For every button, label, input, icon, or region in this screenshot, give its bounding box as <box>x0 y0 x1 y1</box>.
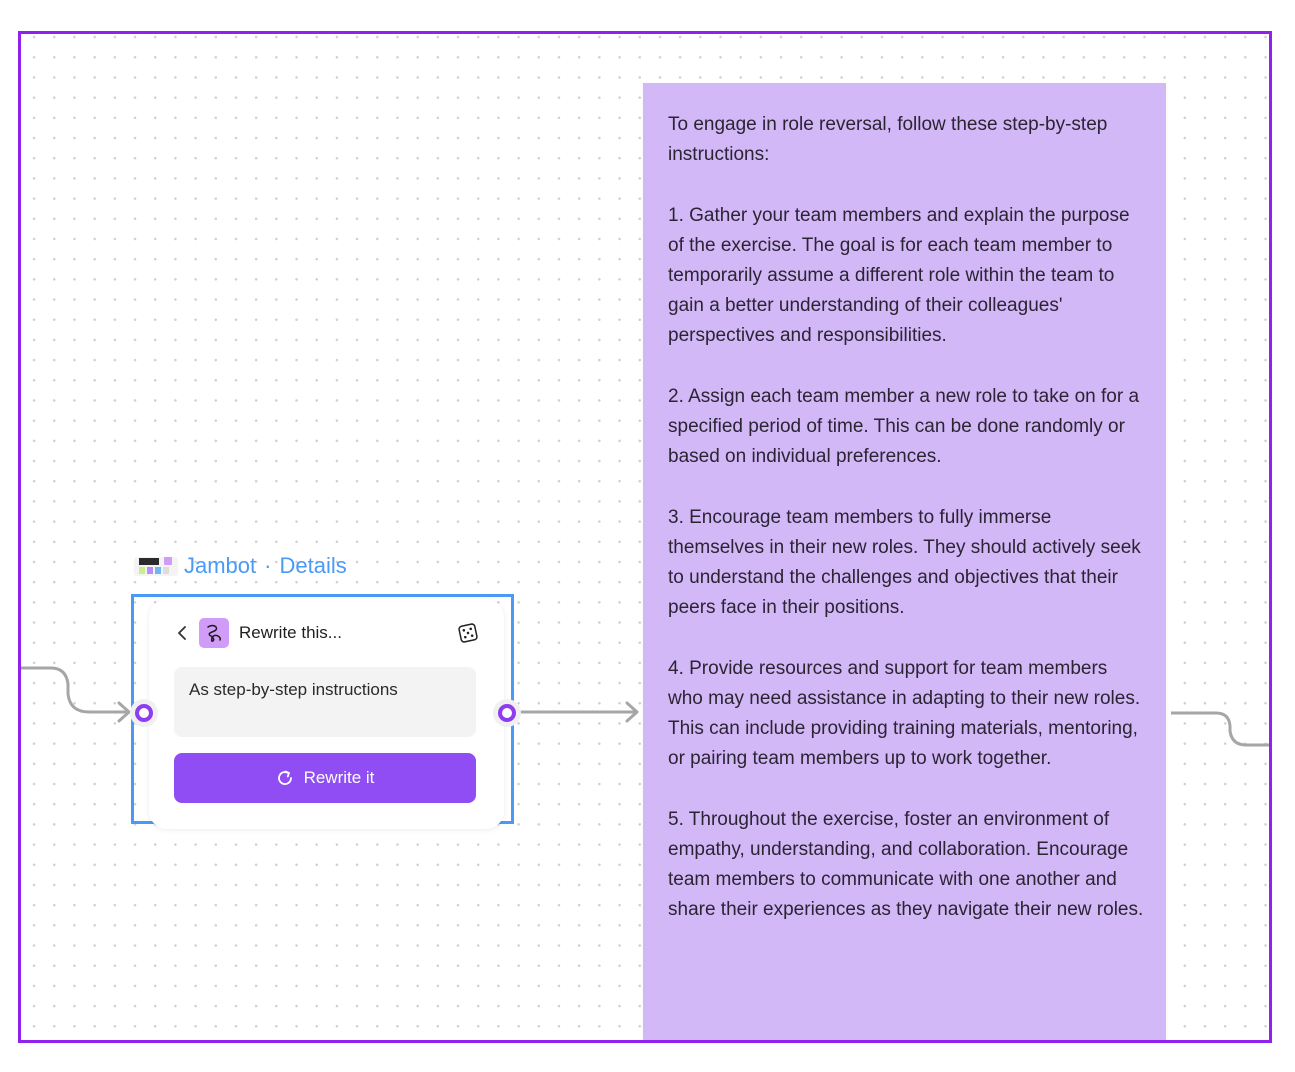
paragraph-step-3: 3. Encourage team members to fully immerse themselves in their new roles. They should actively seek to understand the challenges and objectives that their peers face in their positions. <box>668 506 1147 619</box>
incoming-connector <box>21 668 129 712</box>
rewrite-it-label: Rewrite it <box>303 768 375 787</box>
rewrite-prompt-input[interactable] <box>174 667 476 737</box>
input-port[interactable] <box>130 699 158 727</box>
output-port[interactable] <box>493 699 521 727</box>
jambot-logo-icon <box>134 555 178 577</box>
back-button[interactable] <box>173 621 191 645</box>
canvas-frame[interactable] <box>18 31 1272 1043</box>
port-dot-icon <box>498 704 516 722</box>
paragraph-step-5: 5. Throughout the exercise, foster an environment of empathy, understanding, and collaboration. Encourage team members to communicate with one another and share their experiences as they navigate their new roles. <box>668 808 1144 921</box>
card-header <box>173 617 480 649</box>
rewrite-it-button[interactable] <box>174 753 476 803</box>
next-connector <box>1171 713 1269 745</box>
paragraph-step-4: 4. Provide resources and support for team members who may need assistance in adapting to their new roles. This can include providing training materials, mentoring, or pairing team members up to work together. <box>668 657 1146 770</box>
dice-icon <box>457 622 479 644</box>
jambot-header <box>134 553 347 579</box>
refresh-icon <box>276 769 294 787</box>
jambot-rewrite-card[interactable] <box>149 599 504 829</box>
separator-dot: · <box>264 553 272 578</box>
chevron-left-icon <box>177 625 187 641</box>
card-title: Rewrite this... <box>239 623 342 642</box>
port-dot-icon <box>135 704 153 722</box>
rewrite-scribble-icon <box>199 618 229 648</box>
shuffle-button[interactable] <box>456 621 480 645</box>
sticky-note[interactable] <box>643 83 1166 1043</box>
sticky-note-text <box>668 110 1146 925</box>
paragraph-step-2: 2. Assign each team member a new role to take on for a specified period of time. This can be done randomly or based on individual preferences. <box>668 385 1145 468</box>
jambot-name: Jambot <box>184 553 257 578</box>
paragraph-step-1: 1. Gather your team members and explain the purpose of the exercise. The goal is for each team member to temporarily assume a different role within the team to gain a better understanding of their colleagues' perspectives and responsibilities. <box>668 204 1135 347</box>
details-link[interactable]: Details <box>279 553 347 578</box>
paragraph-intro: To engage in role reversal, follow these step-by-step instructions: <box>668 114 1113 166</box>
